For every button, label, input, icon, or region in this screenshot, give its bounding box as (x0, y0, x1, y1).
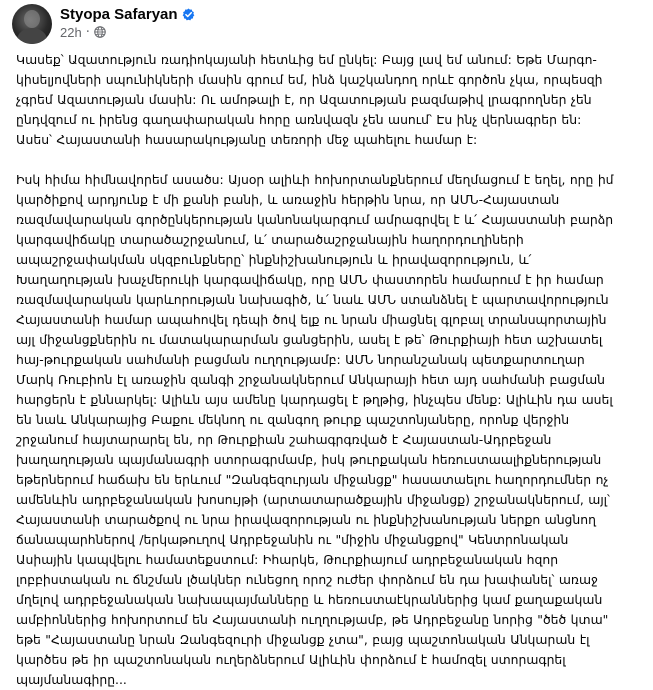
text-line: շրջանում հայտարարել են, որ Թուրքիան շահագրգռված է Հայաստան-Ադրբեջան (16, 432, 552, 447)
text-line: մղելով ադրբեջանական նախապայմանները և հեռուստաէկրաններից կամ քաղաքական (16, 592, 603, 607)
text-line: Հայաստանի համար ապահովել դեպի ծով ելք ու նրան միացնել գլոբալ տրանսպորտային (16, 312, 607, 327)
text-line: եթե "Հայաստանը նրան Զանգեզուրի միջանցք չտա", բայց պաշտոնական Անկարան էլ (16, 632, 590, 647)
text-line: չգրեմ Ազատության մասին: Ու ամոթալի է, որ Ազատության բազմաթիվ լրագրողներ չեն (16, 92, 592, 107)
text-line: եթերներում հաճախ են երևում "Զանգեզուրյան միջանցք" հասատաելու հաղորդումներ ոչ (16, 472, 609, 487)
paragraph-gap (16, 150, 637, 170)
text-line: հայ-թուրքական սահմանի բացման ուղղությամբ: ԱՄՆ նորանշանակ պետքարտուղար (16, 352, 585, 367)
text-line: ռազմավարական կարևորության նախագիծ, և՛ նաև ԱՄՆ ստանձնել է պարտավորություն (16, 292, 609, 307)
post-paragraph (16, 170, 637, 690)
author-name[interactable]: Styopa Safaryan (60, 5, 178, 23)
post-paragraph (16, 50, 637, 150)
verified-badge-icon (182, 8, 195, 21)
text-line: ամբիոններից հոխորտում են Հայաստանի ուղղությամբ, թե Ադրբեջանը նորից "ծեծ կտա" (16, 612, 609, 627)
text-line: ամենևին ադրբեջանական խոսույթի (արտատարածքային միջանցք) շրջանակներում, այլ՝ (16, 492, 610, 507)
text-line: հարցերն է քննարկել: Ալիևն այս ամենը կարդացել է թղթից, ինչպես մենք: Ալիևին դա ասել (16, 392, 613, 407)
text-line: ապաշրջափակման սկզբունքները՝ ինքնիշխանություն և իրավազորություն, և՛ (16, 252, 532, 267)
post-body (16, 50, 637, 690)
text-line: Խաղաղության խաչմերուկի կարգավիճակը, որը ԱՄՆ փաստորեն համարում է իր համար (16, 272, 604, 287)
globe-icon[interactable] (94, 26, 106, 38)
text-line: այլ միջանցքներին ու մատակարարման ցանցերին, ասել է թե՝ Թուրքիայի հետ աշխատել (16, 332, 603, 347)
meta-dot-separator: · (85, 24, 90, 40)
post-time-row (60, 23, 195, 41)
text-line: կիսելյովների սպունիկների մասին գրում եմ, ինձ կաշկանդող որևէ գործոն չկա, որպեսզի (16, 72, 603, 87)
author-avatar[interactable] (12, 4, 52, 44)
text-line: կարծես թե իր պաշտոնական ուղերձներում Ալիևին փորձում է համոզել ստորագրել (16, 652, 566, 667)
text-line: են նաև Անկարայից Բաքու մեկնող ու զանգող թուրք պաշտոնյաները, որոնք վերջին (16, 412, 570, 427)
text-line: Իսկ հիմա հիմնավորեմ ասածս: Այսօր ալիևի հոխորտանքներում մեղմացում է եղել, որը իմ (16, 172, 614, 187)
post-meta (60, 4, 195, 41)
text-line: ռազմավարական գործընկերության կանոնակարգում ամրագրվել է և՛ Հայաստանի բարձր (16, 212, 614, 227)
post-timestamp[interactable]: 22h (60, 24, 82, 40)
text-line: ճանապարհներով /երկաթուղով Ադրբեջանին ու "միջին միջանցքով" Կենտրոնական (16, 532, 569, 547)
text-line: Ասես՝ Հայաստանի հասարակությանը տեռորի մեջ պահելու համար է: (16, 132, 478, 147)
text-line: կարծիքով արդյունք է մի քանի բանի, և առաջին հերթին նրա, որ ԱՄՆ-Հայաստան (16, 192, 560, 207)
text-line: կարգավիճակը տարածաշրջանում, և՛ տարածաշրջանային հաղորդուղիների (16, 232, 524, 247)
text-line: պայմանագիրը... (16, 672, 127, 687)
text-line: Հայաստանի տարածքով ու նրա իրավազորության ու ինքնիշխանության ներքո անցնող (16, 512, 596, 527)
post-header (16, 0, 637, 50)
author-name-row (60, 4, 195, 24)
text-line: խաղաղության պայմանագրի ստորագրմամբ, իսկ թուրքական հեռուստաալիքներության (16, 452, 602, 467)
text-line: ընդվզում ու իրենց գաղափարական հորը առնվազն չեն ասում՝ Էս ինչ վերնագրեր են: (16, 112, 582, 127)
text-line: Կասեք՝ Ազատություն ռադիոկայանի հետևից եմ ընկել: Բայց լավ եմ անում: Եթե Մարգո- (16, 52, 597, 67)
text-line: Մարկ Ռուբիոն էլ առաջին զանգի շրջանակներում Անկարայի հետ այդ սահմանի բացման (16, 372, 606, 387)
text-line: լոբբիստական ու ճնշման լծակներ ունեցող որոշ ուժեր փորձում են դա խափանել՝ առաջ (16, 572, 598, 587)
text-line: Ասիային կապվելու համատեքստում: Իհարկե, Թուրքիայում ադրբեջանական հզոր (16, 552, 559, 567)
